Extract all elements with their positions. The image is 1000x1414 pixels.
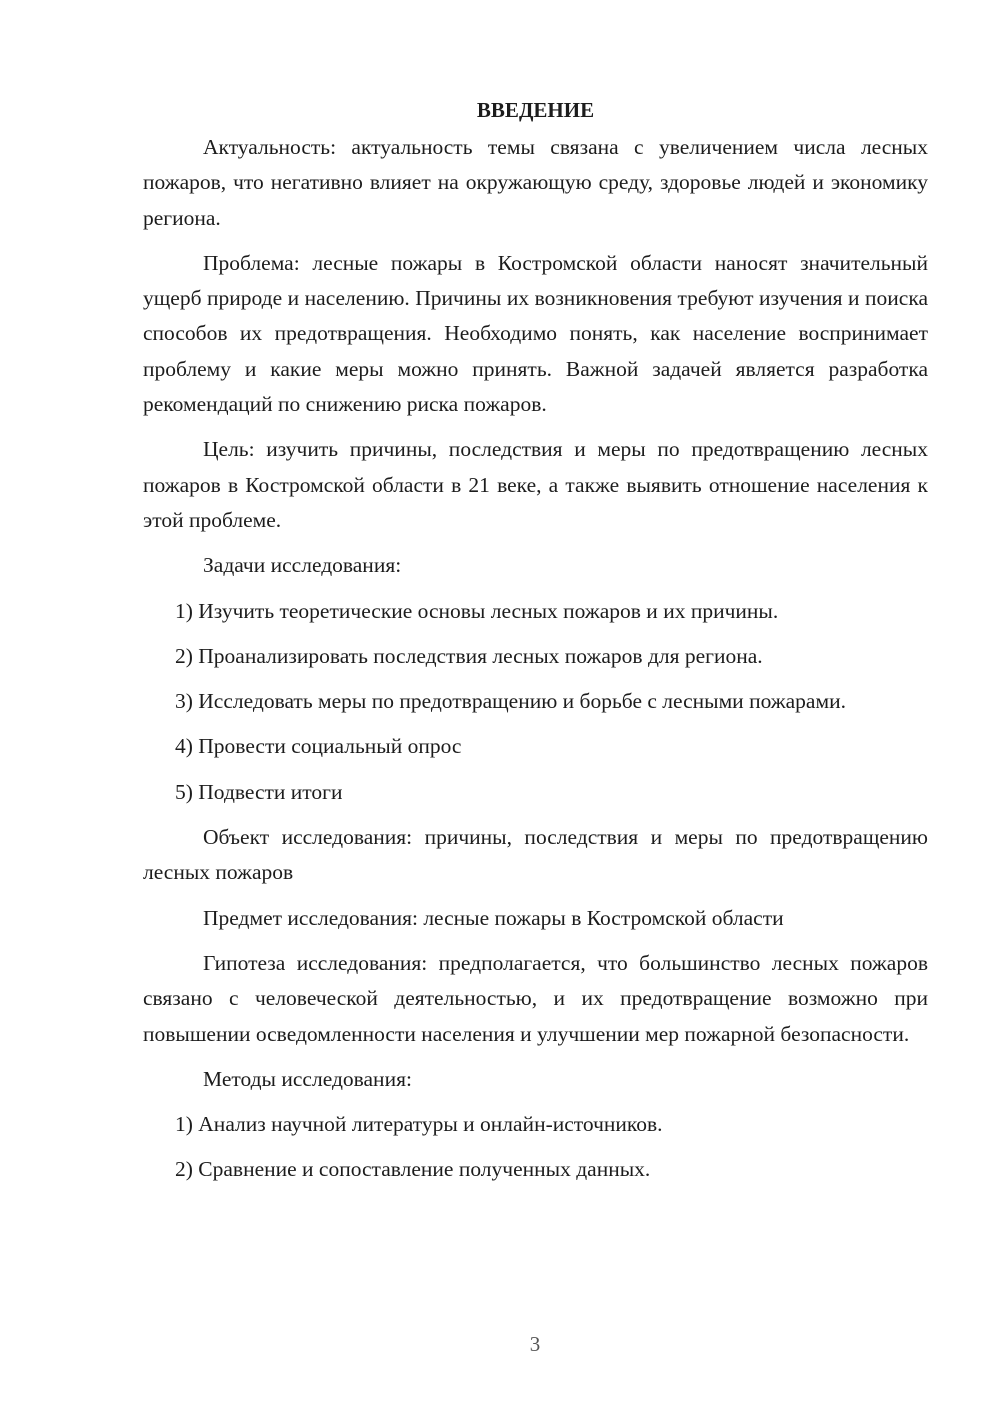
subject-paragraph: Предмет исследования: лесные пожары в Костромской области <box>203 905 784 930</box>
problem-paragraph: Проблема: лесные пожары в Костромской области наносят значительный ущерб природе и населению. Причины их возникновения требуют изучения и поиска способов их предотвращения. Необходимо понять, как население воспринимает проблему и какие меры можно принять. Важной задачей является разработка рекомендаций по снижению риска пожаров. <box>143 250 928 417</box>
goal-paragraph: Цель: изучить причины, последствия и меры по предотвращению лесных пожаров в Костромской области в 21 веке, а также выявить отношение населения к этой проблеме. <box>143 437 928 532</box>
page-content <box>143 95 928 1198</box>
tasks-heading: Задачи исследования: <box>203 553 402 578</box>
method-item: 1) Анализ научной литературы и онлайн-источников. <box>175 1112 663 1137</box>
hypothesis-paragraph: Гипотеза исследования: предполагается, что большинство лесных пожаров связано с человеческой деятельностью, и их предотвращение возможно при повышении осведомленности населения и улучшении мер пожарной безопасности. <box>143 950 928 1046</box>
method-item: 2) Сравнение и сопоставление полученных данных. <box>175 1157 651 1182</box>
object-paragraph: Объект исследования: причины, последствия и меры по предотвращению лесных пожаров <box>143 825 928 885</box>
task-item: 3) Исследовать меры по предотвращению и борьбе с лесными пожарами. <box>175 689 846 714</box>
section-title: ВВЕДЕНИЕ <box>476 98 595 122</box>
task-item: 1) Изучить теоретические основы лесных пожаров и их причины. <box>175 598 779 623</box>
task-item: 4) Провести социальный опрос <box>175 734 462 759</box>
task-item: 5) Подвести итоги <box>175 779 343 804</box>
page-number: 3 <box>529 1332 541 1356</box>
task-item: 2) Проанализировать последствия лесных пожаров для региона. <box>175 643 763 668</box>
relevance-paragraph: Актуальность: актуальность темы связана с увеличением числа лесных пожаров, что негативно влияет на окружающую среду, здоровье людей и экономику региона. <box>143 135 928 230</box>
methods-heading: Методы исследования: <box>203 1066 412 1091</box>
